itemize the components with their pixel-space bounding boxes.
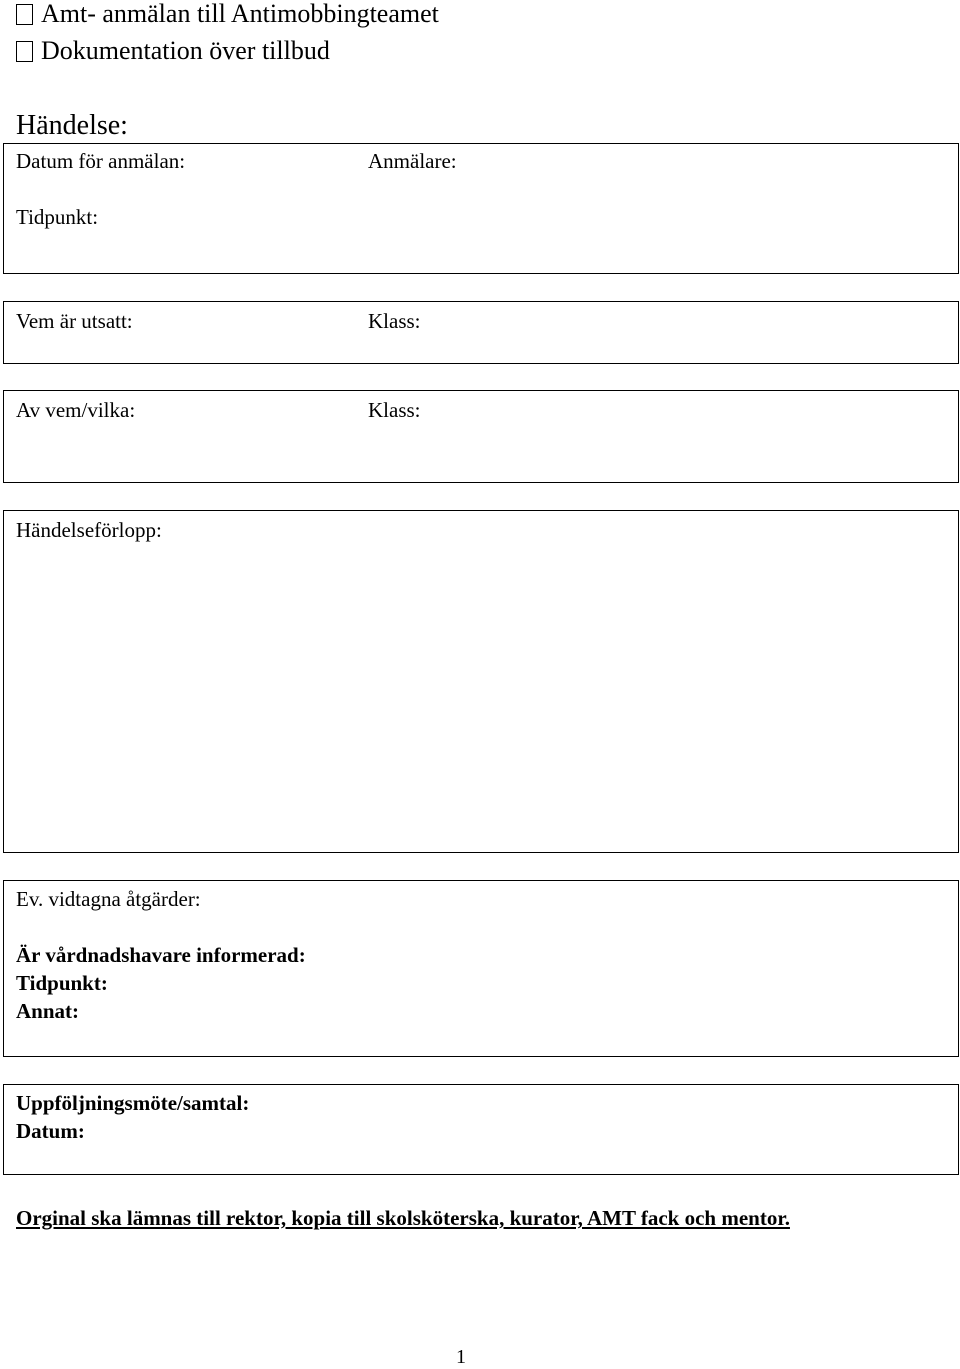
tidpunkt-label-2: Tidpunkt: — [16, 971, 108, 995]
box-uppfoljning[interactable] — [3, 1084, 959, 1175]
page-number: 1 — [456, 1346, 466, 1368]
box-atgarder[interactable] — [3, 880, 959, 1057]
datum-label: Datum för anmälan: — [16, 149, 186, 173]
handelseforlopp-label: Händelseförlopp: — [16, 518, 162, 542]
datum-label-2: Datum: — [16, 1119, 85, 1143]
checkbox-label-dokumentation: Dokumentation över tillbud — [41, 36, 330, 65]
box-handelseforlopp[interactable] — [3, 510, 959, 853]
checkbox-label-amt: Amt- anmälan till Antimobbingteamet — [41, 0, 439, 28]
klass-label-2: Klass: — [368, 398, 421, 422]
vem-utsatt-label: Vem är utsatt: — [16, 309, 133, 333]
tidpunkt-label: Tidpunkt: — [16, 205, 99, 229]
av-vem-label: Av vem/vilka: — [16, 398, 136, 422]
uppfoljning-label: Uppföljningsmöte/samtal: — [16, 1091, 250, 1115]
atgarder-label: Ev. vidtagna åtgärder: — [16, 887, 201, 911]
vardnadshavare-label: Är vårdnadshavare informerad: — [16, 943, 306, 967]
checkbox-amt[interactable] — [16, 4, 33, 25]
annat-label: Annat: — [16, 999, 80, 1023]
section-heading: Händelse: — [16, 110, 128, 141]
box-datum-anmalare[interactable] — [3, 143, 959, 274]
box-vem-utsatt[interactable] — [3, 301, 959, 364]
distribution-notice: Orginal ska lämnas till rektor, kopia till skolsköterska, kurator, AMT fack och mentor. — [16, 1206, 790, 1230]
checkbox-row-dokumentation[interactable] — [16, 37, 330, 65]
checkbox-dokumentation[interactable] — [16, 41, 33, 62]
box-av-vem[interactable] — [3, 390, 959, 483]
checkbox-row-amt[interactable] — [16, 0, 439, 28]
anmalare-label: Anmälare: — [368, 149, 457, 173]
klass-label-1: Klass: — [368, 309, 421, 333]
